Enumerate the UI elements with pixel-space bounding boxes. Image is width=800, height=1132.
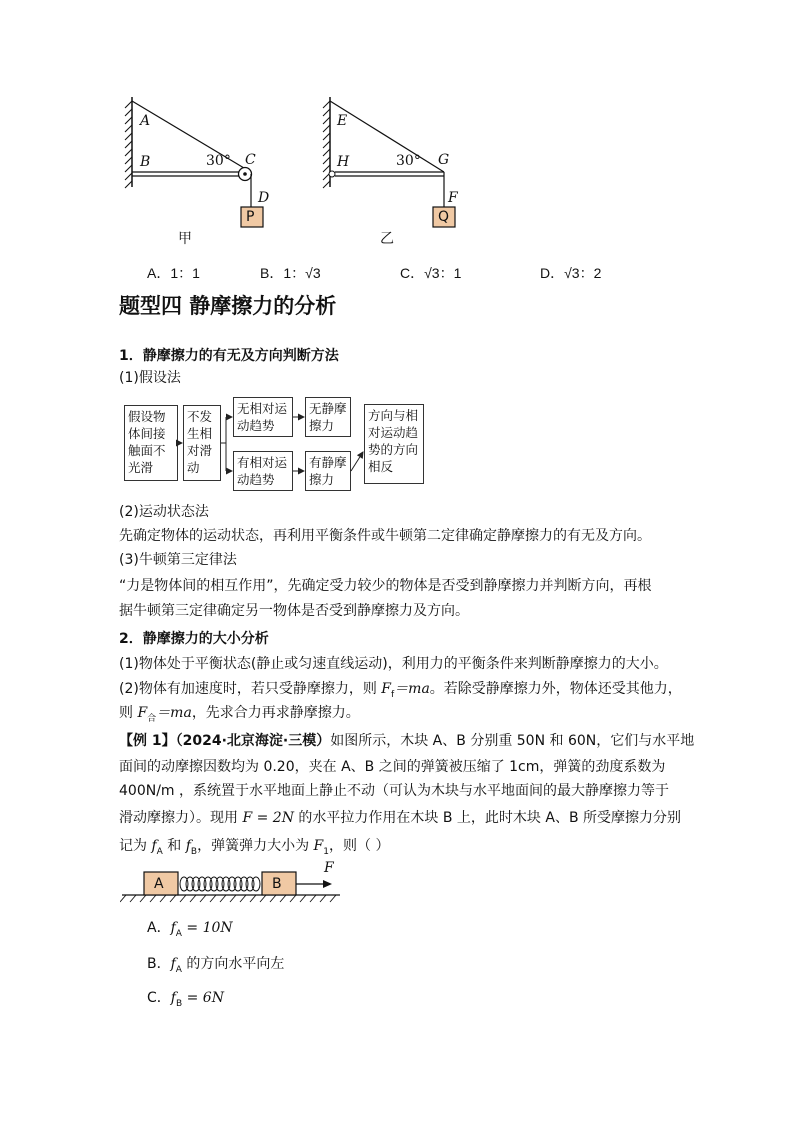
label-G-yi: G xyxy=(438,152,450,168)
flow-box-has-trend: 有相对运动趋势 xyxy=(233,451,293,491)
block-P-label: P xyxy=(246,209,255,225)
flow-box-direction: 方向与相对运动趋势的方向相反 xyxy=(364,404,424,484)
flow-box-no-slide: 不发生相对滑动 xyxy=(183,405,221,481)
label-D-jia: D xyxy=(258,190,270,206)
choice-a[interactable]: A．$f_A = 10N$ xyxy=(147,920,233,939)
example-line-2: 面间的动摩擦因数均为 0.20，夹在 A、B 之间的弹簧被压缩了 1cm，弹簧的劲度系数为 xyxy=(119,759,666,775)
method-3-text-2: 据牛顿第三定律确定另一物体是否受到静摩擦力及方向。 xyxy=(119,603,469,619)
method-1-label: (1)假设法 xyxy=(119,370,181,386)
example-line-3: 400N/m ，系统置于水平地面上静止不动（可认为木块与水平地面间的最大静摩擦力等于 xyxy=(119,783,669,799)
method-3-label: (3)牛顿第三定律法 xyxy=(119,552,237,568)
prev-option-a: A．1：1 xyxy=(147,265,200,281)
prev-option-d: D．√3：2 xyxy=(540,265,602,281)
label-H-yi: H xyxy=(337,154,350,170)
prev-option-b: B．1：√3 xyxy=(260,265,321,281)
label-F-yi: F xyxy=(448,190,458,206)
label-A-jia: A xyxy=(140,113,151,129)
size-1: (1)物体处于平衡状态(静止或匀速直线运动)，利用力的平衡条件来判断静摩擦力的大小。 xyxy=(119,656,668,672)
flow-box-assume: 假设物体间接触面不光滑 xyxy=(124,405,178,481)
flow-arrows xyxy=(120,390,440,500)
caption-yi: 乙 xyxy=(380,231,394,247)
label-angle-jia: 30° xyxy=(206,153,231,169)
spring-force-F: F xyxy=(324,860,334,876)
size-2b: 则 $F_合=ma$，先求合力再求静摩擦力。 xyxy=(119,705,360,724)
method-2-text: 先确定物体的运动状态，再利用平衡条件或牛顿第二定律确定静摩擦力的有无及方向。 xyxy=(119,528,651,544)
label-C-jia: C xyxy=(245,152,256,168)
flow-box-no-trend: 无相对运动趋势 xyxy=(233,397,293,437)
example-line-5: 记为 $f_A$ 和 $f_B$，弹簧弹力大小为 $F_1$，则（ ） xyxy=(119,838,390,857)
size-2a: (2)物体有加速度时，若只受静摩擦力，则 $F_f=ma$。若除受静摩擦力外，物体还受其他力， xyxy=(119,681,682,700)
flow-box-has-friction: 有静摩擦力 xyxy=(305,451,351,491)
example-line-1: 【例 1】（2024·北京海淀·三模）如图所示，木块 A、B 分别重 50N 和 60N，它们与水平地 xyxy=(119,733,695,749)
spring-block-A: A xyxy=(154,876,164,892)
heading-2: 2．静摩擦力的大小分析 xyxy=(119,631,269,647)
method-3-text-1: “力是物体间的相互作用”，先确定受力较少的物体是否受到静摩擦力并判断方向，再根 xyxy=(119,578,652,594)
caption-jia: 甲 xyxy=(178,231,192,247)
choice-b[interactable]: B．$f_A$ 的方向水平向左 xyxy=(147,956,285,975)
flow-box-no-friction: 无静摩擦力 xyxy=(305,397,351,437)
label-E-yi: E xyxy=(337,113,348,129)
label-B-jia: B xyxy=(140,154,151,170)
choice-c[interactable]: C．$f_B = 6N$ xyxy=(147,990,224,1009)
block-Q-label: Q xyxy=(438,209,450,225)
method-2-label: (2)运动状态法 xyxy=(119,504,209,520)
spring-block-B: B xyxy=(272,876,282,892)
label-angle-yi: 30° xyxy=(396,153,421,169)
section-title: 题型四 静摩擦力的分析 xyxy=(119,294,337,318)
heading-1: 1．静摩擦力的有无及方向判断方法 xyxy=(119,348,339,364)
prev-option-c: C．√3：1 xyxy=(400,265,462,281)
example-line-4: 滑动摩擦力）。现用 F = 2N 的水平拉力作用在木块 B 上，此时木块 A、B 所受摩擦力分别 xyxy=(119,810,682,826)
